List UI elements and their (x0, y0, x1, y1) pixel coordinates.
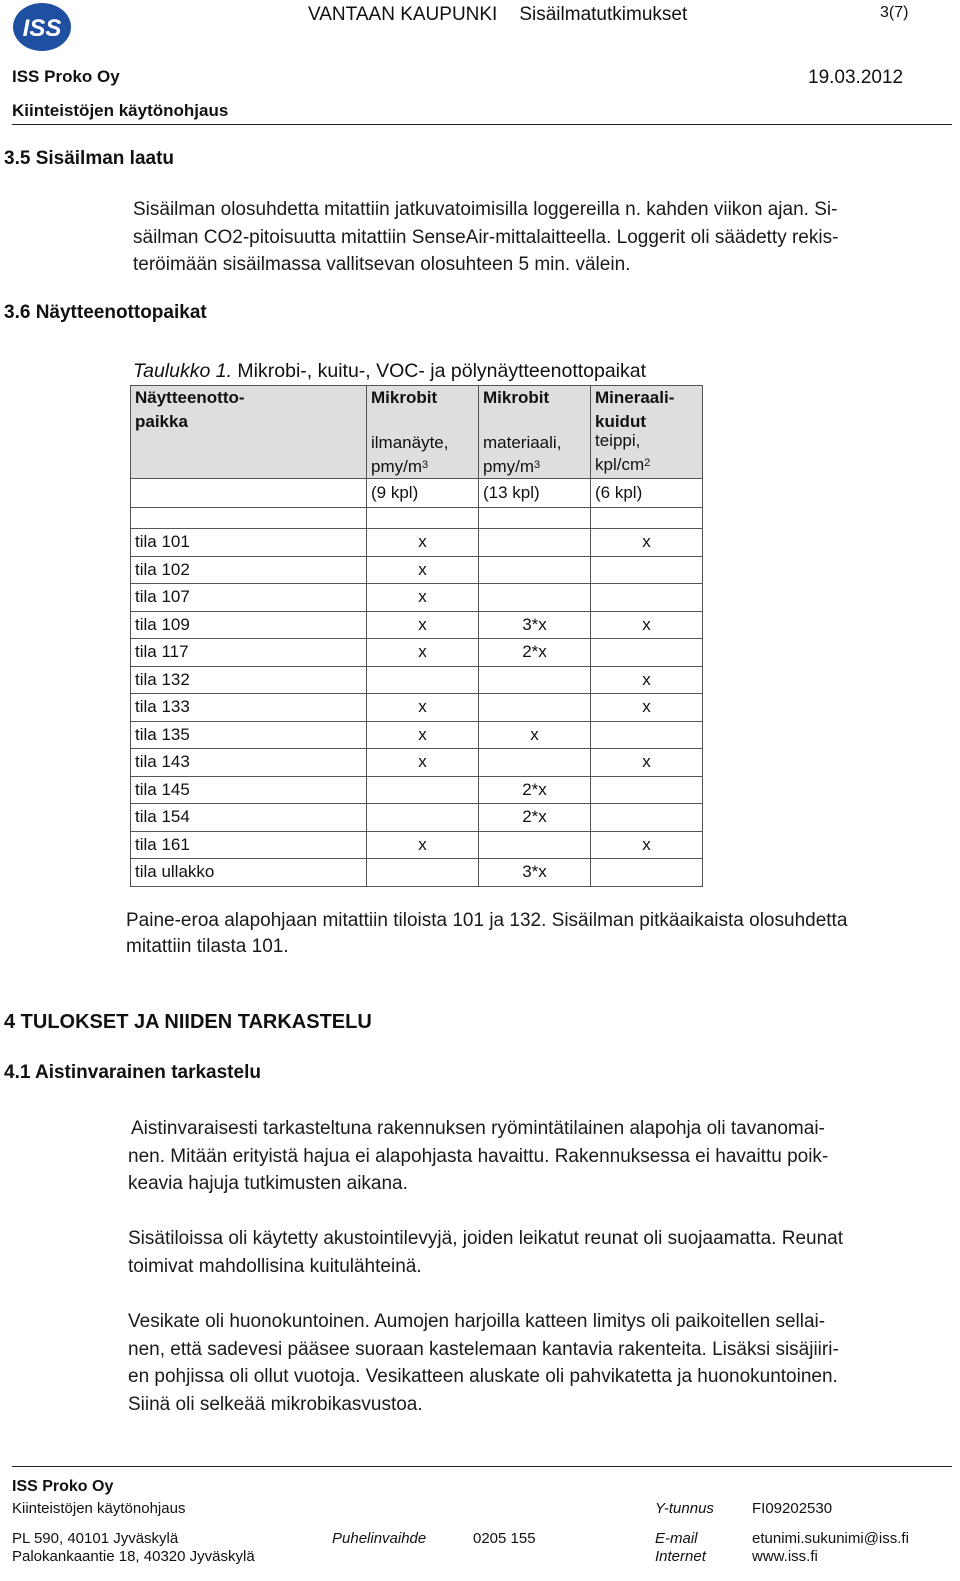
section-4-1-para-2 (128, 1225, 843, 1280)
text-line: Siinä oli selkeää mikrobikasvustoa. (128, 1393, 423, 1415)
text-line: Aistinvaraisesti tarkasteltuna rakennuksen ryömintätilainen alapohja oli tavanomai- (131, 1118, 825, 1139)
row-fiber-cell: x (591, 694, 703, 722)
header-unit: Kiinteistöjen käytönohjaus (12, 101, 229, 120)
row-air-cell: x (367, 611, 479, 639)
count-cell: (6 kpl) (591, 479, 703, 508)
header-divider (12, 124, 952, 125)
footer-ytunnus-label: Y-tunnus (655, 1500, 714, 1517)
header-sub: materiaali, (483, 433, 562, 452)
row-place-cell: tila 132 (131, 666, 367, 694)
footer-web-label: Internet (655, 1548, 706, 1565)
header-label: Näytteenotto- (135, 388, 245, 407)
table-caption-text: Mikrobi-, kuitu-, VOC- ja pölynäytteenottopaikat (232, 360, 647, 382)
text-line: keavia hajuja tutkimusten aikana. (128, 1173, 408, 1194)
header-unit: pmy/$m^3$ (371, 457, 429, 476)
row-fiber-cell (591, 859, 703, 887)
table-row (131, 556, 703, 584)
header-label: kuidut (595, 412, 646, 431)
header-sub: teippi, (595, 431, 641, 450)
table-row (131, 611, 703, 639)
footer-unit: Kiinteistöjen käytönohjaus (12, 1500, 186, 1517)
row-place-cell: tila 145 (131, 776, 367, 804)
row-material-cell: 3*x (479, 859, 591, 887)
header-cell-air (367, 386, 479, 479)
row-material-cell: 2*x (479, 776, 591, 804)
row-fiber-cell (591, 556, 703, 584)
text-line: Vesikate oli huonokuntoinen. Aumojen harjoilla katteen limitys oli paikoitellen sellai- (128, 1311, 826, 1332)
iss-logo (12, 2, 72, 52)
text-line: mitattiin tilasta 101. (126, 936, 289, 957)
row-fiber-cell: x (591, 529, 703, 557)
row-air-cell (367, 666, 479, 694)
header-city: VANTAAN KAUPUNKI (308, 4, 498, 25)
section-3-6-note (126, 908, 847, 960)
footer-po-box: PL 590, 40101 Jyväskylä (12, 1530, 179, 1547)
text-line: nen, että sadevesi pääsee suoraan kastelemaan kantavia rakenteita. Lisäksi sisäjiiri- (128, 1338, 839, 1360)
header-label: paikka (135, 412, 188, 431)
row-fiber-cell (591, 639, 703, 667)
table-count-row (131, 479, 703, 508)
row-place-cell: tila 107 (131, 584, 367, 612)
footer-ytunnus: FI09202530 (752, 1500, 833, 1517)
text-line: Sisätiloissa oli käytetty akustointilevyjä, joiden leikatut reunat oli suojaamatta. Reunat (128, 1228, 843, 1249)
section-3-6-heading: 3.6 Näytteenottopaikat (4, 302, 207, 323)
table-cell (479, 508, 591, 529)
row-place-cell: tila 102 (131, 556, 367, 584)
row-material-cell (479, 666, 591, 694)
row-material-cell (479, 694, 591, 722)
row-fiber-cell: x (591, 611, 703, 639)
row-place-cell: tila 154 (131, 804, 367, 832)
table-row (131, 831, 703, 859)
table-row (131, 804, 703, 832)
count-cell: (9 kpl) (367, 479, 479, 508)
table-row (131, 749, 703, 777)
row-air-cell: x (367, 639, 479, 667)
header-label: Mikrobit (483, 388, 550, 407)
text-line: teröimään sisäilmassa vallitsevan olosuhteen 5 min. välein. (133, 254, 631, 275)
row-air-cell: x (367, 556, 479, 584)
row-fiber-cell (591, 804, 703, 832)
header-cell-place (131, 386, 367, 479)
header-date: 19.03.2012 (808, 67, 904, 88)
text-line: Sisäilman olosuhdetta mitattiin jatkuvatoimisilla loggereilla n. kahden viikon ajan. Si- (133, 199, 838, 220)
table-row (131, 529, 703, 557)
text-line: Paine-eroa alapohjaan mitattiin tiloista 101 ja 132. Sisäilman pitkäaikaista olosuhdetta (126, 910, 848, 931)
table-row (131, 666, 703, 694)
sampling-table (130, 385, 703, 887)
logo-text: ISS (22, 15, 62, 42)
header-report: Sisäilmatutkimukset (519, 4, 688, 25)
table-caption-label: Taulukko 1. (133, 360, 233, 382)
table-cell (367, 508, 479, 529)
table-row (131, 584, 703, 612)
row-place-cell: tila 109 (131, 611, 367, 639)
row-air-cell (367, 804, 479, 832)
section-3-5-text (133, 196, 838, 279)
row-place-cell: tila 143 (131, 749, 367, 777)
table-row (131, 776, 703, 804)
row-material-cell (479, 749, 591, 777)
footer-company: ISS Proko Oy (12, 1478, 114, 1495)
table-blank-row (131, 508, 703, 529)
footer-street: Palokankaantie 18, 40320 Jyväskylä (12, 1548, 255, 1565)
footer-phone: 0205 155 (473, 1530, 536, 1547)
row-fiber-cell (591, 584, 703, 612)
section-4-1-para-3 (128, 1308, 839, 1418)
footer-email[interactable]: etunimi.sukunimi@iss.fi (752, 1530, 909, 1547)
text-line: en pohjissa oli ollut vuotoja. Vesikatteen aluskate oli pahvikatetta ja huonokuntoinen. (128, 1366, 838, 1387)
table-row (131, 859, 703, 887)
section-4-1-para-1 (128, 1115, 828, 1198)
row-material-cell: 2*x (479, 639, 591, 667)
row-place-cell: tila 161 (131, 831, 367, 859)
header-unit: kpl/$cm^2$ (595, 455, 651, 474)
header-sub: ilmanäyte, (371, 433, 449, 452)
footer-phone-label: Puhelinvaihde (332, 1530, 427, 1547)
header-label: Mineraali- (595, 388, 675, 407)
footer-web[interactable]: www.iss.fi (752, 1548, 818, 1565)
text-line: toimivat mahdollisina kuitulähteinä. (128, 1255, 422, 1277)
row-fiber-cell (591, 776, 703, 804)
row-material-cell (479, 584, 591, 612)
section-4-1-heading: 4.1 Aistinvarainen tarkastelu (4, 1062, 261, 1083)
table-row (131, 639, 703, 667)
row-place-cell: tila 135 (131, 721, 367, 749)
header-cell-fiber (591, 386, 703, 479)
row-air-cell: x (367, 721, 479, 749)
table-cell (131, 508, 367, 529)
row-fiber-cell (591, 721, 703, 749)
text-line: säilman CO2-pitoisuutta mitattiin SenseAir-mittalaitteella. Loggerit oli säädetty rekis- (133, 226, 839, 248)
row-fiber-cell: x (591, 666, 703, 694)
page-number: 3(7) (880, 4, 909, 21)
row-place-cell: tila 133 (131, 694, 367, 722)
header-cell-material (479, 386, 591, 479)
row-place-cell: tila ullakko (131, 859, 367, 887)
table-caption (133, 360, 646, 383)
text-line: nen. Mitään erityistä hajua ei alapohjasta havaittu. Rakennuksessa ei havaittu poik- (128, 1145, 829, 1167)
section-4-heading: 4 TULOKSET JA NIIDEN TARKASTELU (4, 1011, 372, 1033)
table-cell (131, 479, 367, 508)
row-material-cell (479, 556, 591, 584)
header-label: Mikrobit (371, 388, 438, 407)
row-material-cell (479, 831, 591, 859)
header-company: ISS Proko Oy (12, 67, 120, 86)
row-air-cell: x (367, 749, 479, 777)
row-material-cell: x (479, 721, 591, 749)
table-row (131, 721, 703, 749)
row-material-cell: 2*x (479, 804, 591, 832)
row-air-cell: x (367, 529, 479, 557)
header-title (308, 4, 687, 26)
count-cell: (13 kpl) (479, 479, 591, 508)
table-cell (591, 508, 703, 529)
row-air-cell: x (367, 694, 479, 722)
row-air-cell (367, 776, 479, 804)
row-fiber-cell: x (591, 749, 703, 777)
footer-email-label: E-mail (655, 1530, 698, 1547)
table-header-row (131, 386, 703, 479)
header-unit: pmy/$m^3$ (483, 457, 541, 476)
footer-divider (12, 1466, 952, 1467)
section-3-5-heading: 3.5 Sisäilman laatu (4, 148, 175, 169)
row-air-cell (367, 859, 479, 887)
row-material-cell (479, 529, 591, 557)
row-material-cell: 3*x (479, 611, 591, 639)
row-fiber-cell: x (591, 831, 703, 859)
row-place-cell: tila 101 (131, 529, 367, 557)
row-air-cell: x (367, 584, 479, 612)
row-air-cell: x (367, 831, 479, 859)
row-place-cell: tila 117 (131, 639, 367, 667)
table-row (131, 694, 703, 722)
